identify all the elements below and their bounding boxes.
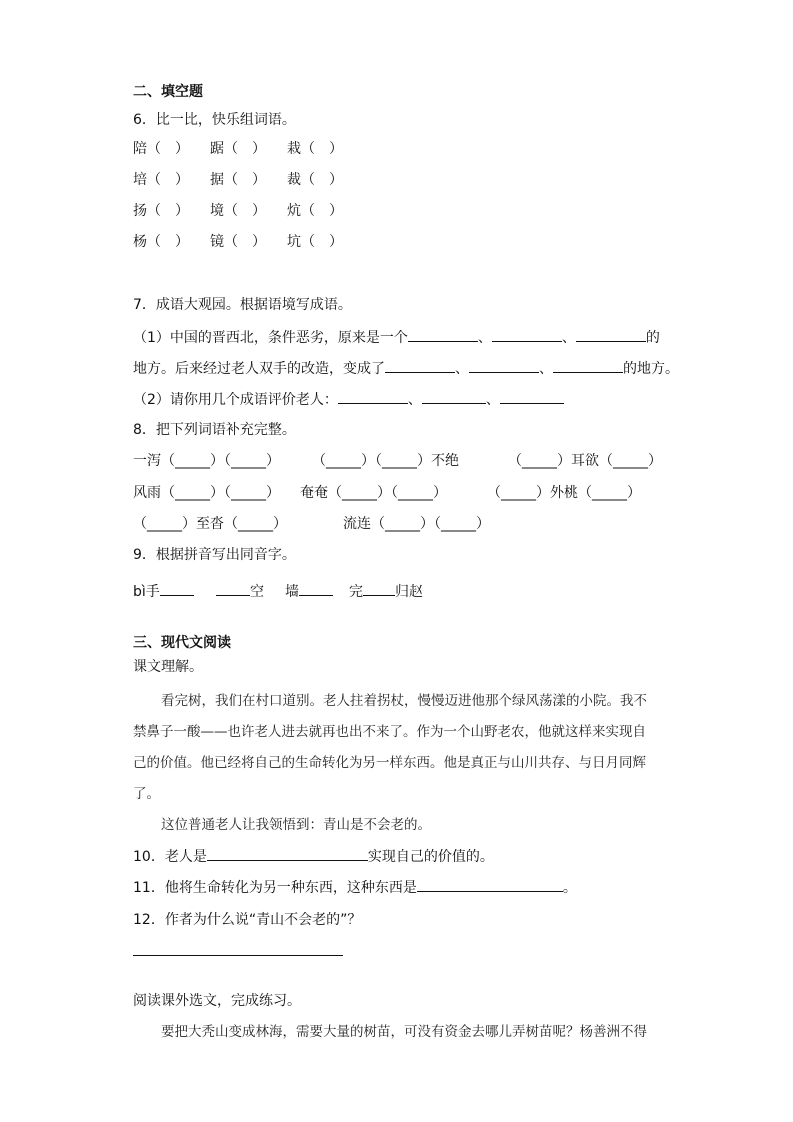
q7-sep: 、 (477, 330, 492, 346)
q8-item: （_____）外桃（_____） (487, 485, 641, 501)
answer-blank[interactable] (363, 581, 395, 596)
q9-item (349, 581, 423, 602)
passage-line: 己的价值。他已经将自己的生命转化为另一样东西。他是真正与山川共存、与日月同辉 (133, 755, 646, 771)
answer-blank[interactable] (207, 846, 368, 861)
q8-item: 一泻（_____）（_____） (133, 453, 280, 469)
question-11 (133, 877, 577, 898)
q7-text: （1）中国的晋西北，条件恶劣，原来是一个 (133, 330, 408, 346)
question-10 (133, 846, 494, 867)
answer-blank[interactable] (299, 581, 333, 596)
q6-cell: 炕（ ） (287, 203, 343, 219)
q6-cell: 踞（ ） (210, 141, 266, 157)
q8-item: （_____）（_____）不绝 (312, 453, 459, 469)
answer-blank[interactable] (385, 358, 455, 373)
q8-item: （_____）至沓（_____） (133, 516, 287, 532)
q6-cell: 坑（ ） (287, 234, 343, 250)
q7-text: 的地方。 (623, 361, 679, 377)
passage-line: 禁鼻子一酸——也许老人进去就再也出不来了。作为一个山野老农，他就这样来实现自 (133, 724, 646, 740)
q7-text: 地方。后来经过老人双手的改造，变成了 (133, 361, 385, 377)
answer-blank[interactable] (500, 389, 564, 404)
q6-cell: 栽（ ） (287, 141, 343, 157)
q7-sep: 、 (485, 392, 500, 408)
q8-item: 奄奄（_____）（_____） (300, 485, 447, 501)
passage-line: 了。 (133, 786, 160, 802)
passage-line: 看完树，我们在村口道别。老人拄着拐杖，慢慢迈进他那个绿风荡漾的小院。我不 (161, 693, 647, 709)
question-7-title: 7．成语大观园。根据语境写成语。 (133, 297, 352, 313)
passage-line: 这位普通老人让我领悟到：青山是不会老的。 (161, 817, 431, 833)
answer-line[interactable] (133, 955, 343, 956)
q9-text: 完 (349, 584, 363, 600)
q10-text: 10．老人是 (133, 849, 207, 865)
question-6-title: 6．比一比，快乐组词语。 (133, 112, 296, 128)
q7-sep: 、 (561, 330, 576, 346)
q9-text: 墙 (285, 584, 299, 600)
q6-cell: 陪（ ） (133, 141, 189, 157)
q6-cell: 杨（ ） (133, 234, 189, 250)
q9-text: bì手 (133, 584, 160, 600)
passage-line: 要把大秃山变成林海，需要大量的树苗，可没有资金去哪儿弄树苗呢？杨善洲不得 (161, 1024, 647, 1040)
q6-cell: 据（ ） (210, 172, 266, 188)
section-heading: 三、现代文阅读 (133, 635, 231, 651)
q11-text: 11．他将生命转化为另一种东西，这种东西是 (133, 880, 417, 896)
subsection-label: 阅读课外选文，完成练习。 (133, 993, 301, 1009)
answer-blank[interactable] (553, 358, 623, 373)
answer-blank[interactable] (160, 581, 194, 596)
answer-blank[interactable] (338, 389, 408, 404)
section-heading: 二、填空题 (133, 84, 203, 100)
q9-text: 归赵 (395, 584, 423, 600)
q6-cell: 镜（ ） (210, 234, 266, 250)
q7-text: （2）请你用几个成语评价老人： (133, 392, 338, 408)
q7-text: 的 (645, 330, 660, 346)
question-7-part1-cont (133, 358, 679, 379)
answer-blank[interactable] (492, 327, 562, 342)
answer-blank[interactable] (469, 358, 539, 373)
q8-item: 流连（_____）（_____） (343, 516, 490, 532)
q6-cell: 扬（ ） (133, 203, 189, 219)
subsection-label: 课文理解。 (133, 659, 203, 675)
answer-blank[interactable] (576, 327, 646, 342)
answer-blank[interactable] (216, 581, 250, 596)
q8-item: 风雨（_____）（_____） (133, 485, 280, 501)
answer-blank[interactable] (422, 389, 486, 404)
q9-item (285, 581, 333, 602)
q7-sep: 、 (407, 392, 422, 408)
question-12: 12．作者为什么说“青山不会老的”？ (133, 912, 362, 928)
answer-blank[interactable] (408, 327, 478, 342)
q10-text: 实现自己的价值的。 (367, 849, 494, 865)
q6-cell: 境（ ） (210, 203, 266, 219)
q6-cell: 培（ ） (133, 172, 189, 188)
q6-cell: 裁（ ） (287, 172, 343, 188)
question-8-title: 8．把下列词语补充完整。 (133, 422, 296, 438)
question-7-part1 (133, 327, 660, 348)
q9-text: 空 (250, 584, 264, 600)
q7-sep: 、 (539, 361, 553, 377)
q8-item: （_____）耳欲（_____） (508, 453, 662, 469)
answer-blank[interactable] (417, 877, 563, 892)
question-9-title: 9．根据拼音写出同音字。 (133, 547, 296, 563)
q9-item (133, 581, 194, 602)
q7-sep: 、 (455, 361, 469, 377)
question-7-part2 (133, 389, 564, 410)
q9-item (216, 581, 264, 602)
q11-text: 。 (562, 880, 577, 896)
